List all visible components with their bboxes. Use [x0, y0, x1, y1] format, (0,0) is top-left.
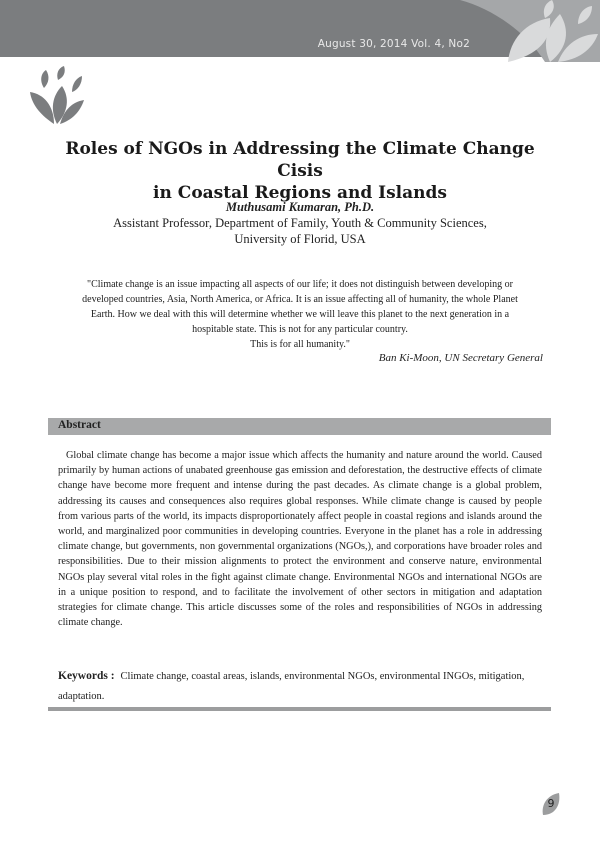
affiliation-line-1: Assistant Professor, Department of Family, Youth & Community Sciences,	[113, 216, 487, 230]
quote-line: developed countries, Asia, North America, or Africa. It is an issue affecting all of humanity, the whole Planet	[82, 294, 518, 305]
issue-info: August 30, 2014 Vol. 4, No2	[317, 38, 470, 50]
page-number: 9	[547, 797, 555, 810]
epigraph-quote	[55, 277, 545, 352]
quote-line: Earth. How we deal with this will determine whether we will leave this planet to the next generation in a	[90, 309, 510, 320]
quote-line: This is for all humanity."	[250, 339, 350, 350]
section-divider	[48, 707, 551, 711]
keywords	[58, 666, 542, 707]
title-line-2: in Coastal Regions and Islands	[153, 183, 447, 203]
quote-line: "Climate change is an issue impacting all aspects of our life; it does not distinguish between developing or	[87, 279, 513, 290]
author-name: Muthusami Kumaran, Ph.D.	[225, 200, 375, 214]
title-line-1: Roles of NGOs in Addressing the Climate Change Cisis	[65, 139, 535, 181]
abstract-heading: Abstract	[58, 419, 101, 431]
leaf-logo-icon	[450, 0, 600, 62]
article-title	[40, 138, 560, 204]
keywords-label: Keywords :	[58, 670, 115, 682]
leaf-emblem-icon	[28, 66, 84, 124]
quote-line: hospitable state. This is not for any particular country.	[192, 324, 408, 335]
abstract-body: Global climate change has become a major issue which affects the humanity and nature around the world. Caused primarily by human actions of unabated greenhouse gas emission and deforestation, the destructive effects of climate change have become more frequent and intense during the past decades. As climate change is a global problem, addressing its causes and consequences also requires global responses. While climate change is caused by people from various parts of the world, its impacts disproportionately affect people in coastal regions and islands around the world, and marginalized poor communities in developing countries. Everyone in the planet has a role in addressing climate change, but governments, non governmental organizations (NGOs,), and corporations have broader roles and responsibilities. Due to their mission alignments to protect the environment and conserve nature, environmental NGOs play several vital roles in the fight against climate change. Environmental NGOs and international NGOs are in a unique position to respond, and to facilitate the involvement of other sectors in mitigation and adaptation strategies for climate change. This article discusses some of the roles and responsibilities of NGOs in addressing climate change.	[58, 450, 542, 629]
quote-source: Ban Ki-Moon, UN Secretary General	[378, 352, 543, 364]
author-block	[40, 199, 560, 247]
affiliation-line-2: University of Florid, USA	[234, 232, 366, 246]
abstract-heading-bar	[48, 418, 551, 435]
keywords-text: Climate change, coastal areas, islands, environmental NGOs, environmental INGOs, mitigation, adaptation.	[58, 671, 525, 702]
